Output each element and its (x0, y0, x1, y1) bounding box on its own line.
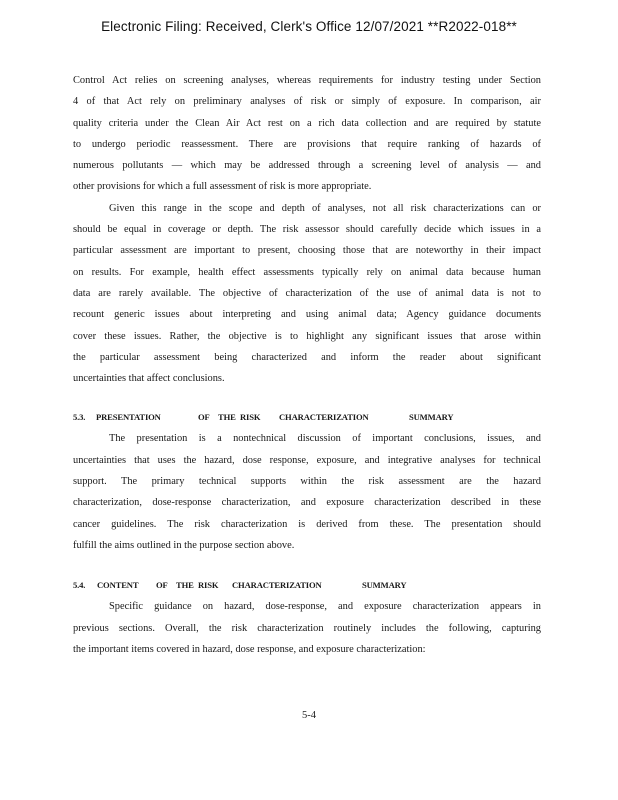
text-line: uncertainties that uses the hazard, dose response, exposure, and integrative analyses for technical (73, 454, 541, 466)
heading-word: RISK (240, 412, 261, 423)
section-number: 5.4. (73, 580, 86, 591)
heading-word: CHARACTERIZATION (279, 412, 369, 423)
text-line: data are rarely available. The objective of characterization of the use of animal data is not to (73, 287, 541, 299)
text-line: numerous pollutants — which may be addressed through a screening level of analysis — and (73, 160, 541, 172)
text-line: Control Act relies on screening analyses, whereas requirements for industry testing under Section (73, 75, 541, 86)
text-line: particular assessment are important to present, choosing those that are noteworthy in their impact (73, 245, 541, 257)
text-line: fulfill the aims outlined in the purpose section above. (73, 539, 295, 551)
page-number: 5-4 (302, 710, 316, 721)
section-heading-5-4 (73, 575, 541, 596)
heading-word: SUMMARY (409, 412, 454, 423)
text-line: should be equal in coverage or depth. The risk assessor should carefully decide which issues in a (73, 224, 541, 236)
heading-word: RISK (198, 580, 219, 591)
heading-word: SUMMARY (362, 580, 407, 591)
text-line: cover these issues. Rather, the objective is to highlight any significant issues that arose within (73, 330, 541, 342)
text-line: characterization, dose-response characterization, and exposure characterization described in these (73, 497, 541, 509)
heading-word: CHARACTERIZATION (232, 580, 322, 591)
text-line: quality criteria under the Clean Air Act rest on a rich data collection and are required by statute (73, 117, 541, 129)
text-line: uncertainties that affect conclusions. (73, 373, 225, 385)
text-line: the important items covered in hazard, dose response, and exposure characterization: (73, 643, 426, 655)
text-line: other provisions for which a full assessment of risk is more appropriate. (73, 181, 372, 193)
heading-word: THE (176, 580, 194, 591)
text-line: support. The primary technical supports within the risk assessment are the hazard (73, 476, 541, 488)
text-line: on results. For example, health effect assessments typically rely on animal data because human (73, 266, 541, 278)
text-line: The presentation is a nontechnical discussion of important conclusions, issues, and (109, 433, 541, 445)
paragraph-scope-and-depth (73, 198, 541, 390)
text-line: previous sections. Overall, the risk characterization routinely includes the following, capturing (73, 622, 541, 634)
heading-word: OF (156, 580, 168, 591)
filing-stamp-header: Electronic Filing: Received, Clerk's Office 12/07/2021 **R2022-018** (101, 19, 517, 34)
paragraph-content (73, 596, 541, 660)
document-body (73, 70, 541, 660)
section-heading-5-3 (73, 407, 541, 428)
text-line: the particular assessment being characterized and inform the reader about significant (73, 351, 541, 363)
heading-word: THE (218, 412, 236, 423)
heading-word: OF (198, 412, 210, 423)
heading-word: PRESENTATION (96, 412, 161, 423)
section-number: 5.3. (73, 412, 86, 423)
text-line: cancer guidelines. The risk characterization is derived from these. The presentation should (73, 518, 541, 530)
text-line: Given this range in the scope and depth of analyses, not all risk characterizations can or (109, 202, 541, 214)
text-line: recount generic issues about interpreting and using animal data; Agency guidance documents (73, 309, 541, 321)
text-line: 4 of that Act rely on preliminary analyses of risk or simply of exposure. In comparison, air (73, 96, 541, 108)
heading-word: CONTENT (97, 580, 139, 591)
text-line: to undergo periodic reassessment. There are provisions that require ranking of hazards of (73, 138, 541, 150)
text-line: Specific guidance on hazard, dose-response, and exposure characterization appears in (109, 601, 541, 613)
paragraph-presentation (73, 428, 541, 556)
paragraph-clean-air-act (73, 70, 541, 198)
